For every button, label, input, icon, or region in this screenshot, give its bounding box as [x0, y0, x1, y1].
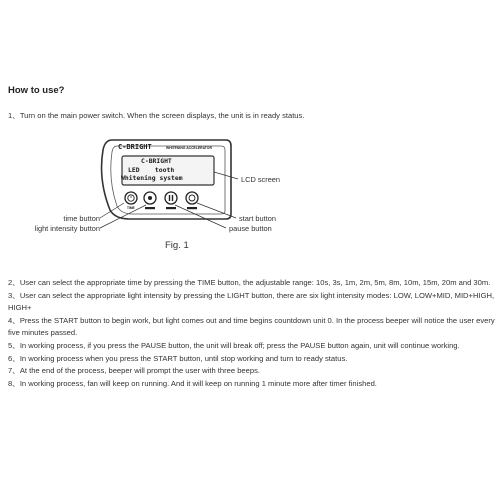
figure-caption: Fig. 1 — [165, 240, 189, 251]
time-button[interactable] — [125, 192, 137, 204]
device-brand: C-BRIGHT — [118, 143, 152, 151]
step-2: 2、User can select the appropriate time by pressing the TIME button, the adjustable range: 10s, 3s, 1m, 2m, 5m, 8m, 10m, 15m, 20m and 30m. — [8, 278, 491, 287]
step-3: 3、User can select the appropriate light intensity by pressing the LIGHT button, there are six light intensity modes: LOW, LOW+MID, MID+HIGH, HIGH+ — [8, 290, 495, 313]
steps-list — [8, 277, 496, 390]
lcd-line-1: C-BRIGHT — [141, 157, 172, 165]
time-button-caption: TIME — [127, 206, 135, 210]
step-4: 4、Press the START button to begin work, but light comes out and time begins countdown unit 0. In the process beeper will notice the user every five minutes passed. — [8, 315, 495, 338]
callout-light-intensity-button: light intensity button — [34, 224, 100, 233]
callout-start-button: start button — [239, 214, 276, 223]
step-5: 5、In working process, if you press the PAUSE button, the unit will break off; press the PAUSE button again, unit will continue working. — [8, 340, 460, 350]
callout-pause-button: pause button — [229, 224, 272, 233]
step-1: 1、Turn on the main power switch. When the screen displays, the unit is in ready status. — [8, 111, 305, 120]
device-sub-brand: WHITENING ACCELERATOR — [166, 146, 212, 150]
lcd-line-2: LED tooth — [128, 166, 175, 174]
step-7: 7、At the end of the process, beeper will prompt the user with three beeps. — [8, 366, 260, 376]
callout-lcd-screen: LCD screen — [241, 175, 281, 184]
step-8: 8、In working process, fan will keep on running. And it will keep on running 1 minute more after timer finished. — [8, 378, 377, 388]
section-heading: How to use? — [8, 85, 65, 96]
lcd-line-3: Whitening system — [121, 174, 183, 182]
callout-time-button: time button — [63, 214, 100, 223]
step-6: 6、In working process when you press the START button, until stop working and turn to ready status. — [8, 353, 348, 363]
